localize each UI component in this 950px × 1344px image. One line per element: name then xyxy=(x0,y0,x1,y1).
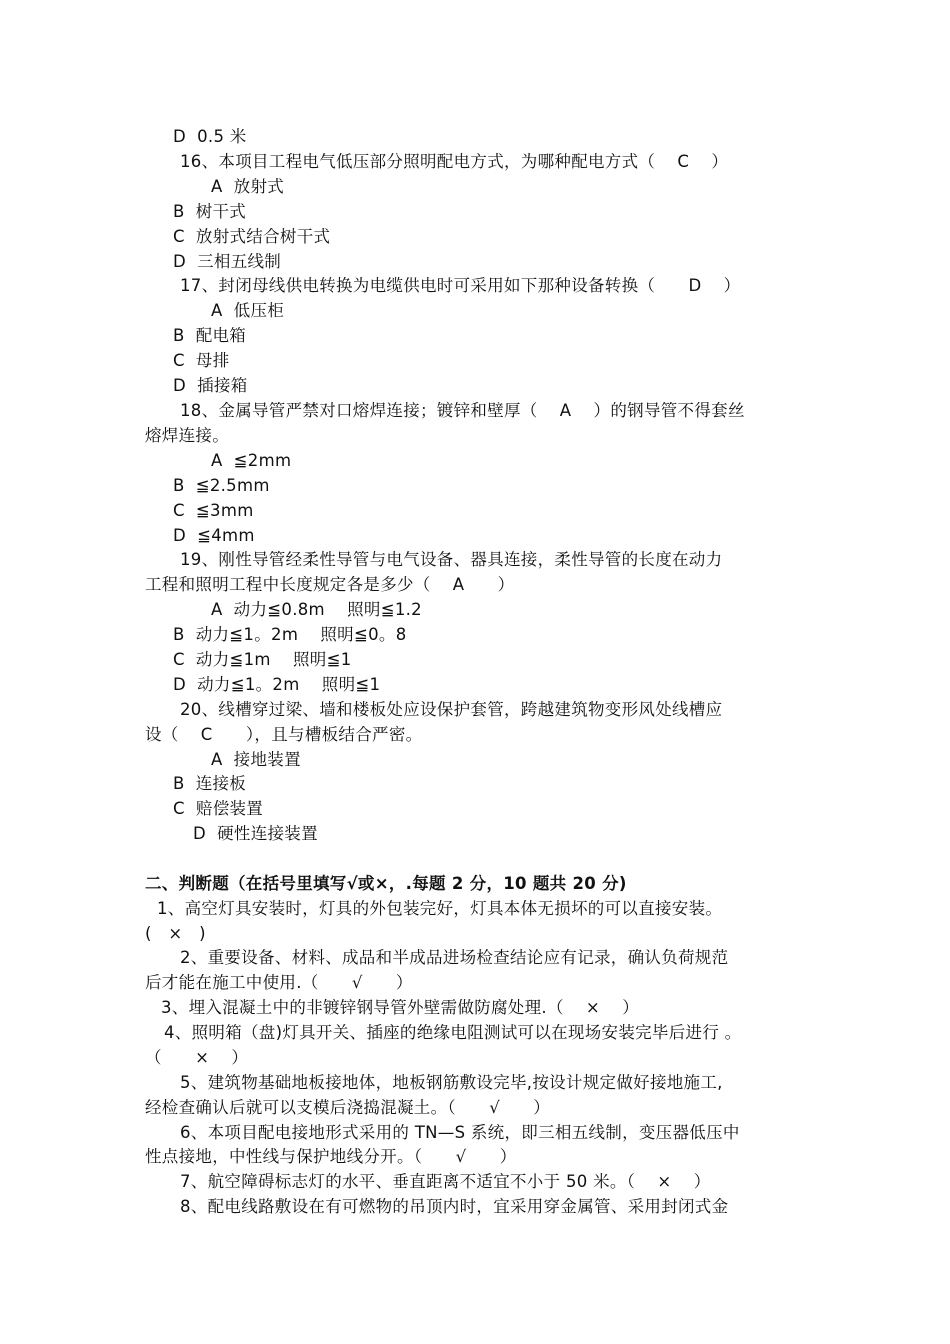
tf-question-2-cont: 后才能在施工中使用.（ √ ） xyxy=(145,973,413,992)
q20-option-a: A 接地装置 xyxy=(211,750,301,769)
tf-question-2: 2、重要设备、材料、成品和半成品进场检查结论应有记录，确认负荷规范 xyxy=(180,948,729,967)
q16-option-d: D 三相五线制 xyxy=(173,252,282,271)
tf-question-7: 7、航空障碍标志灯的水平、垂直距离不适宜不小于 50 米。（ × ） xyxy=(180,1172,711,1191)
q17-option-a: A 低压柜 xyxy=(211,301,285,320)
question-20-cont: 设（ C ），且与槽板结合严密。 xyxy=(145,725,423,744)
q20-option-d: D 硬性连接装置 xyxy=(193,824,318,843)
question-18-cont: 熔焊连接。 xyxy=(145,426,229,445)
q19-option-a: A 动力≦0.8m 照明≦1.2 xyxy=(211,600,422,619)
q18-option-d: D ≦4mm xyxy=(173,526,255,545)
q19-option-b: B 动力≦1。2m 照明≦0。8 xyxy=(173,625,407,644)
tf-question-6: 6、本项目配电接地形式采用的 TN—S 系统，即三相五线制，变压器低压中 xyxy=(180,1123,740,1142)
question-19-cont: 工程和照明工程中长度规定各是多少（ A ） xyxy=(145,575,515,594)
tf-answer-4: （ × ） xyxy=(145,1048,249,1067)
q16-option-b: B 树干式 xyxy=(173,202,247,221)
q19-option-c: C 动力≦1m 照明≦1 xyxy=(173,650,352,669)
tf-question-8: 8、配电线路敷设在有可燃物的吊顶内时，宜采用穿金属管、采用封闭式金 xyxy=(180,1197,729,1216)
tf-question-1: 1、高空灯具安装时，灯具的外包装完好，灯具本体无损坏的可以直接安装。 xyxy=(157,899,723,918)
tf-answer-1: ( × ) xyxy=(145,924,206,943)
q18-option-a: A ≦2mm xyxy=(211,451,292,470)
question-17: 17、封闭母线供电转换为电缆供电时可采用如下那种设备转换（ D ） xyxy=(180,276,741,295)
tf-question-6-cont: 性点接地，中性线与保护地线分开。（ √ ） xyxy=(145,1147,517,1166)
q17-option-c: C 母排 xyxy=(173,351,230,370)
q19-option-d: D 动力≦1。2m 照明≦1 xyxy=(173,675,381,694)
question-19: 19、刚性导管经柔性导管与电气设备、器具连接，柔性导管的长度在动力 xyxy=(180,550,723,569)
question-18: 18、金属导管严禁对口熔焊连接；镀锌和壁厚（ A ）的钢导管不得套丝 xyxy=(180,401,745,420)
section-heading-true-false: 二、判断题（在括号里填写√或×，.每题 2 分，10 题共 20 分) xyxy=(145,874,627,893)
tf-question-5-cont: 经检查确认后就可以支模后浇捣混凝土。（ √ ） xyxy=(145,1098,551,1117)
tf-question-5: 5、建筑物基础地板接地体，地板钢筋敷设完毕,按设计规定做好接地施工, xyxy=(180,1073,723,1092)
q15-option-d: D 0.5 米 xyxy=(173,127,247,146)
q18-option-b: B ≦2.5mm xyxy=(173,476,270,495)
q17-option-d: D 插接箱 xyxy=(173,376,248,395)
q20-option-c: C 赔偿装置 xyxy=(173,799,264,818)
tf-question-4: 4、照明箱（盘)灯具开关、插座的绝缘电阻测试可以在现场安装完毕后进行 。 xyxy=(164,1023,742,1042)
q16-option-a: A 放射式 xyxy=(211,177,285,196)
q18-option-c: C ≦3mm xyxy=(173,501,254,520)
q20-option-b: B 连接板 xyxy=(173,774,247,793)
q17-option-b: B 配电箱 xyxy=(173,326,247,345)
tf-question-3: 3、埋入混凝土中的非镀锌钢导管外壁需做防腐处理.（ × ） xyxy=(161,998,640,1017)
q16-option-c: C 放射式结合树干式 xyxy=(173,227,331,246)
question-16: 16、本项目工程电气低压部分照明配电方式，为哪种配电方式（ C ） xyxy=(180,152,729,171)
question-20: 20、线槽穿过梁、墙和楼板处应设保护套管，跨越建筑物变形风处线槽应 xyxy=(180,700,723,719)
